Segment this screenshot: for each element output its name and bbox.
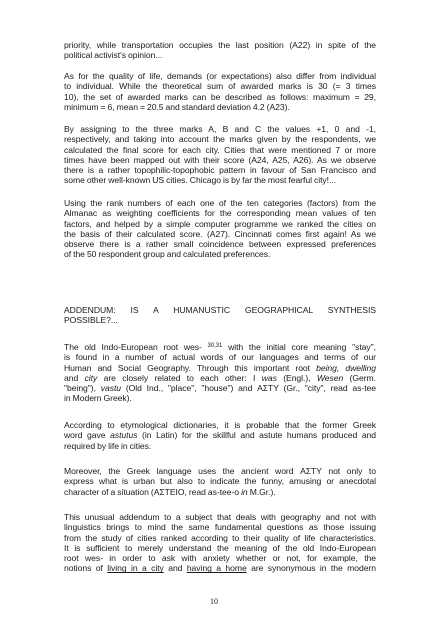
text-line: root wes- in order to ask with anxiety whether or not, for example, the xyxy=(64,553,376,564)
paragraph-transport-priority xyxy=(64,40,376,61)
text-run: are closely related to each other: I xyxy=(97,372,262,383)
text-line xyxy=(64,373,376,383)
text-run: notions of xyxy=(64,563,108,574)
text-run: "being"), xyxy=(64,383,101,394)
addendum-heading xyxy=(64,305,376,326)
text-run: with the initial core meaning "stay", xyxy=(222,342,376,352)
italic-term: Wesen xyxy=(316,372,344,383)
paragraph-indo-european-root xyxy=(64,342,376,404)
text-line: political activist's opinion... xyxy=(64,50,163,61)
text-line xyxy=(64,363,376,373)
text-run: and xyxy=(163,563,187,574)
text-line: calculated the final score for each city. Cities that were mentioned 7 or more xyxy=(64,144,376,155)
paragraph-unusual-addendum xyxy=(64,512,376,574)
text-run: (Old Ind., "place", "house") and ΑΣΤΥ (Gr., "city", read as-tee xyxy=(121,383,377,394)
italic-term: in xyxy=(241,486,248,497)
text-run: and xyxy=(64,372,85,383)
paragraph-etymology xyxy=(64,420,376,451)
heading-line: POSSIBLE?... xyxy=(64,315,118,326)
root-term: wes- xyxy=(183,342,202,352)
text-line: By assigning to the three marks A, B and C the values +1, 0 and -1, xyxy=(64,124,376,134)
text-line: 10), the set of awarded marks can be described as follows: maximum = 29, xyxy=(64,91,376,102)
underlined-term: having a home xyxy=(186,563,247,574)
text-run: word gave xyxy=(64,430,111,441)
text-run: Human and Social Geography. Through this important root xyxy=(64,362,317,373)
text-line: from the study of cities ranked according to their quality of life characteristics. xyxy=(64,532,376,543)
page-number: 10 xyxy=(210,597,218,606)
paragraph-quality-of-life-demands xyxy=(64,71,376,112)
italic-term: city xyxy=(84,372,98,383)
text-line: there is a rather topophilic-topophobic pattern in favour of San Francisco and xyxy=(64,165,376,176)
text-line: required by life in cities. xyxy=(64,440,152,451)
text-line: some other well-known US cities. Chicago is by far the most fearful city!... xyxy=(64,175,337,186)
text-line: of the 50 respondent group and calculated preferences. xyxy=(64,249,271,260)
paragraph-final-score xyxy=(64,124,376,186)
text-line: to individual. While the theoretical sum of awarded marks is 30 (= 3 times xyxy=(64,81,376,92)
underlined-term: living in a city xyxy=(107,563,164,574)
text-run: are synonymous in the modern xyxy=(246,563,376,574)
text-run: The old Indo-European root xyxy=(64,342,184,352)
text-line xyxy=(64,342,376,352)
text-line: is found in a number of actual words of our languages and terms of our xyxy=(64,352,376,363)
text-line: factors, and helped by a simple computer programme we ranked the cities on xyxy=(64,218,376,229)
text-line: respectively, and taking into account the marks given by the respondents, we xyxy=(64,134,376,145)
footnote-reference: 30,31 xyxy=(207,343,223,349)
text-line: express what is urban but also to indicate the funny, amusing or anecdotal xyxy=(64,476,376,487)
text-run: (in Latin) for the skillful and astute humans produced and xyxy=(137,430,377,441)
text-line: Moreover, the Greek language uses the ancient word ΑΣΤΥ not only to xyxy=(64,466,376,476)
text-run: (Germ. xyxy=(343,372,376,383)
text-line: priority, while transportation occupies the last position (A22) in spite of the xyxy=(64,40,376,50)
text-line: minimum = 6, mean = 20.5 and standard deviation 4.2 (A23). xyxy=(64,101,290,112)
text-run: M.Gr.). xyxy=(247,486,276,497)
paragraph-rank-numbers xyxy=(64,198,376,260)
text-line xyxy=(64,430,376,440)
text-run: (Engl.), xyxy=(276,372,317,383)
italic-term: astutus xyxy=(110,430,138,441)
text-line: linguistics brings to mind the same fundamental questions as those issuing xyxy=(64,522,376,533)
text-line: It is sufficient to merely understand the meaning of the old Indo-European xyxy=(64,542,376,553)
text-line xyxy=(64,563,376,573)
text-run: character of a situation (ΑΣΤΕΙΟ, read as-tee-o xyxy=(64,486,242,497)
text-line: observe there is a rather small coincidence between expressed preferences xyxy=(64,239,376,250)
text-line: in Modern Greek). xyxy=(64,393,132,404)
text-line: Using the rank numbers of each one of the ten categories (factors) from the xyxy=(64,198,376,208)
italic-term: being, dwelling xyxy=(316,362,376,373)
text-line: times have been mapped out with their score (A24, A25, A26). As we observe xyxy=(64,154,376,165)
italic-term: vastu xyxy=(100,383,122,394)
text-line: Almanac as weighting coefficients for the corresponding mean values of ten xyxy=(64,208,376,219)
text-line xyxy=(64,487,376,497)
text-line: As for the quality of life, demands (or expectations) also differ from individual xyxy=(64,71,376,81)
text-line: This unusual addendum to a subject that deals with geography and not with xyxy=(64,512,376,522)
text-line: According to etymological dictionaries, it is probable that the former Greek xyxy=(64,420,376,430)
text-line xyxy=(64,383,376,393)
heading-line: ADDENDUM: IS A HUMANUSTIC GEOGRAPHICAL SYNTHESIS xyxy=(64,305,376,315)
paragraph-greek-usage xyxy=(64,466,376,497)
italic-term: was xyxy=(261,372,277,383)
text-line: the basis of their calculated score. (A27). Cincinnati comes first again! As we xyxy=(64,228,376,239)
